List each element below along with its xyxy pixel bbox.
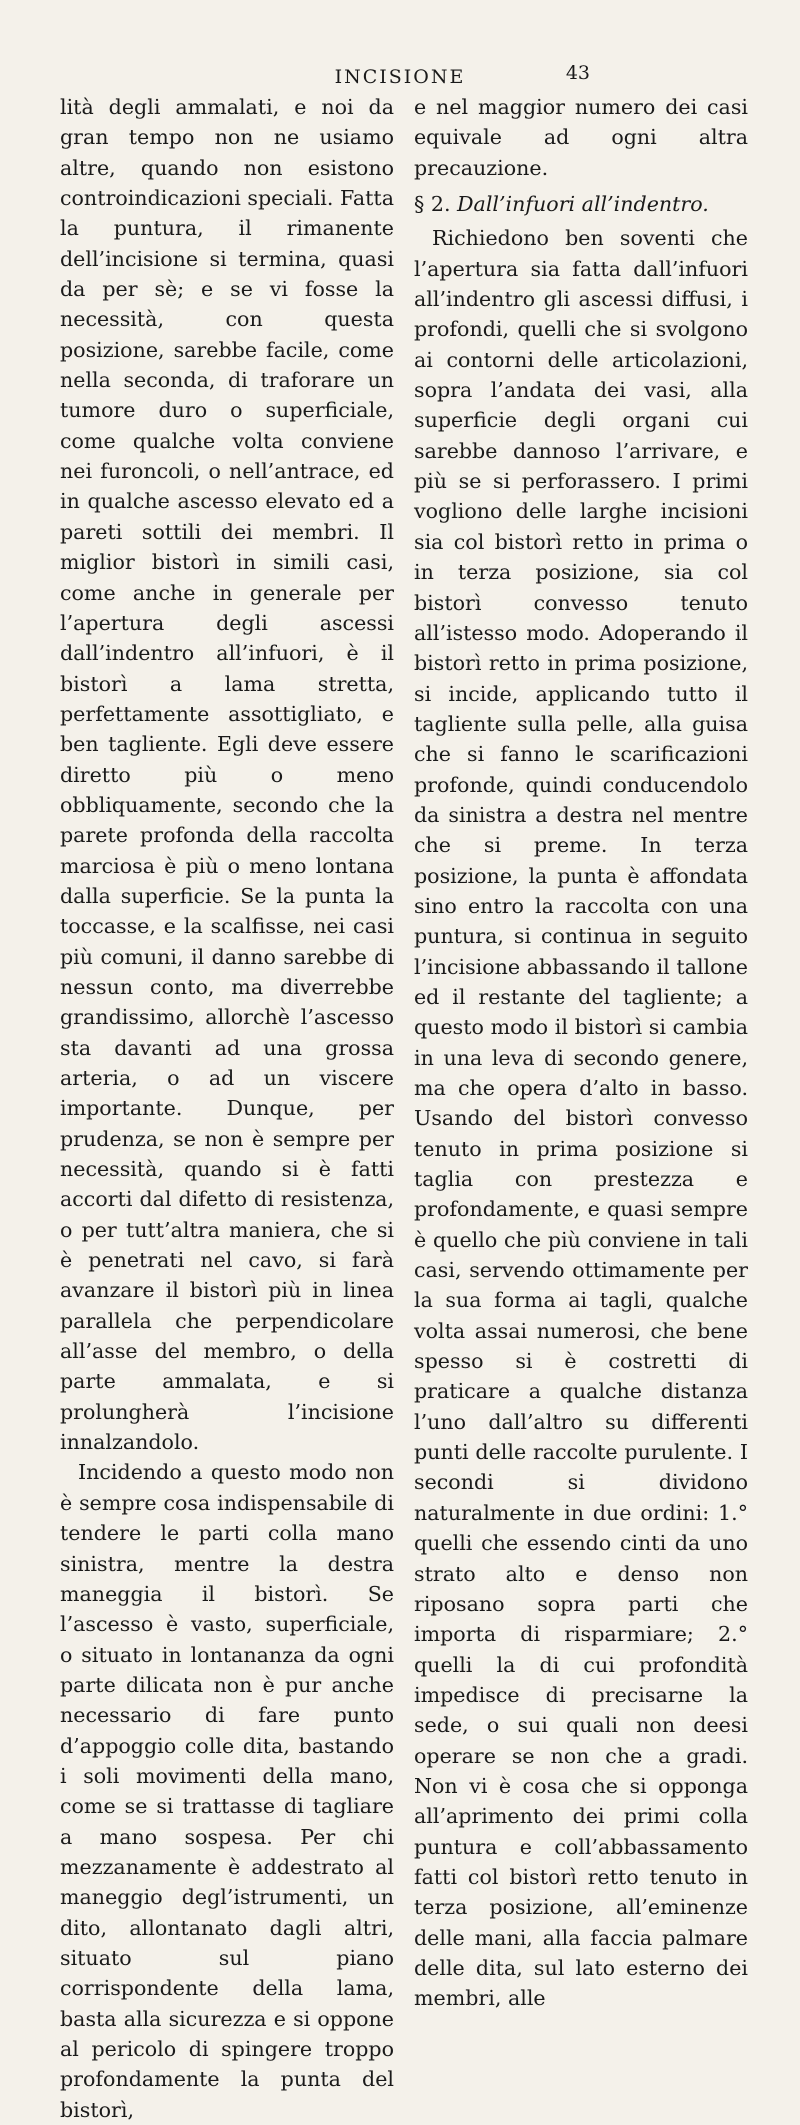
section-title: Dall’infuori all’indentro. <box>457 192 709 217</box>
paragraph: Incidendo a questo modo non è sempre cosa indispensabile di tendere le parti colla mano sinistra, mentre la destra maneggia il bistorì. Se l’ascesso è vasto, superficiale, o situato in lontananza da ogni parte dilicata non è pur anche necessario di fare punto d’appoggio colle dita, bastando i soli movimenti della mano, come se si trattasse di tagliare a mano sospesa. Per chi mezzanamente è addestrato al maneggio degl’istrumenti, un dito, allontanato dagli altri, situato sul piano corrispondente della lama, basta alla sicurezza e si oppone al pericolo di spingere troppo profondamente la punta del bistorì, <box>60 1460 394 2122</box>
paragraph: lità degli ammalati, e noi da gran tempo non ne usiamo altre, quando non esistono controindicazioni speciali. Fatta la puntura, il rimanente dell’incisione si termina, quasi da per sè; e se vi fosse la necessità, con questa posizione, sarebbe facile, come nella seconda, di traforare un tumore duro o superficiale, come qualche volta conviene nei furoncoli, o nell’antrace, ed in qualche ascesso elevato ed a pareti sottili dei membri. Il miglior bistorì in simili casi, come anche in generale per l’apertura degli ascessi dall’indentro all’infuori, è il bistorì a lama stretta, perfettamente assottigliato, e ben tagliente. Egli deve essere diretto più o meno obbliquamente, secondo che la parete profonda della raccolta marciosa è più o meno lontana dalla superficie. Se la punta la toccasse, e la scalfisse, nei casi più comuni, il danno sarebbe di nessun conto, ma diverrebbe grandissimo, allorchè l’ascesso sta davanti ad una grossa arteria, o ad un viscere importante. Dunque, per prudenza, se non è sempre per necessità, quando si è fatti accorti dal difetto di resistenza, o per tutt’altra maniera, che si è penetrati nel cavo, si farà avanzare il bistorì più in linea parallela che perpendicolare all’asse del membro, o della parte ammalata, e si prolungherà l’incisione innalzandolo. <box>60 95 394 1455</box>
right-column <box>414 92 748 2014</box>
section-number: § 2. <box>414 192 451 217</box>
running-head: INCISIONE <box>334 66 466 88</box>
page-number: 43 <box>565 62 590 84</box>
paragraph: e nel maggior numero dei casi equivale ad ogni altra precauzione. <box>414 95 748 180</box>
left-column <box>60 92 394 2125</box>
section-heading <box>414 189 748 219</box>
paragraph: Richiedono ben soventi che l’apertura sia fatta dall’infuori all’indentro gli ascessi diffusi, i profondi, quelli che si svolgono ai contorni delle articolazioni, sopra l’andata dei vasi, alla superficie degli organi cui sarebbe dannoso l’arrivare, e più se si perforassero. I primi vogliono delle larghe incisioni sia col bistorì retto in prima o in terza posizione, sia col bistorì convesso tenuto all’istesso modo. Adoperando il bistorì retto in prima posizione, si incide, applicando tutto il tagliente sulla pelle, alla guisa che si fanno le scarificazioni profonde, quindi conducendolo da sinistra a destra nel mentre che si preme. In terza posizione, la punta è affondata sino entro la raccolta con una puntura, si continua in seguito l’incisione abbassando il tallone ed il restante del tagliente; a questo modo il bistorì si cambia in una leva di secondo genere, ma che opera d’alto in basso. Usando del bistorì convesso tenuto in prima posizione si taglia con prestezza e profondamente, e quasi sempre è quello che più conviene in tali casi, servendo ottimamente per la sua forma ai tagli, qualche volta assai numerosi, che bene spesso si è costretti di praticare a qualche distanza l’uno dall’altro su differenti punti delle raccolte purulente. I secondi si dividono naturalmente in due ordini: 1.° quelli che essendo cinti da uno strato alto e denso non riposano sopra parti che importa di risparmiare; 2.° quelli la di cui profondità impedisce di precisarne la sede, o sui quali non deesi operare se non che a gradi. Non vi è cosa che si opponga all’aprimento dei primi colla puntura e coll’abbassamento fatti col bistorì retto tenuto in terza posizione, all’eminenze delle mani, alla faccia palmare delle dita, sul lato esterno dei membri, alle <box>414 226 748 2011</box>
page-header <box>0 62 800 94</box>
